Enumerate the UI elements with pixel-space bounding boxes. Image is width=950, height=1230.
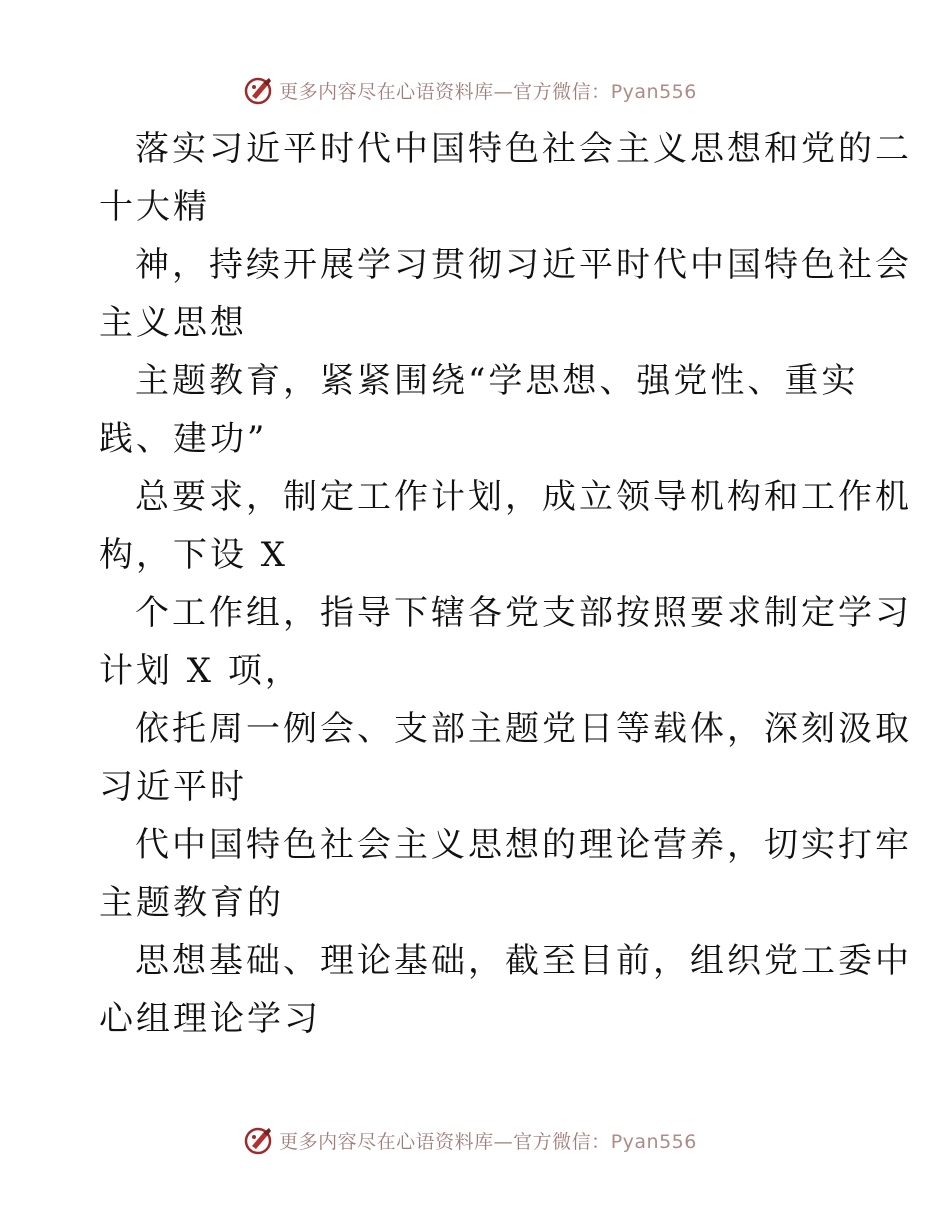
paragraph-line: 主义思想 [99, 303, 247, 343]
paragraph-line: 思想基础、理论基础，截至目前，组织党工委中 [135, 941, 912, 981]
paragraph-line: 代中国特色社会主义思想的理论营养，切实打牢 [135, 825, 912, 865]
brand-logo-icon [243, 74, 275, 106]
paragraph-line: 总要求，制定工作计划，成立领导机构和工作机 [135, 477, 912, 517]
paragraph-line: 构，下设 X [99, 535, 289, 575]
footer-wechat-id: Pyan556 [610, 1130, 697, 1153]
paragraph [99, 236, 912, 352]
document-body [99, 120, 912, 1048]
paragraph-line: 个工作组，指导下辖各党支部按照要求制定学习 [135, 593, 912, 633]
paragraph-line: 十大精 [99, 187, 210, 227]
paragraph [99, 932, 912, 1048]
header-brand-text: 更多内容尽在心语资料库 [279, 80, 494, 103]
paragraph-line: 心组理论学习 [99, 999, 321, 1039]
header-wechat-label: 官方微信： [513, 80, 611, 103]
paragraph [99, 352, 859, 468]
footer-wechat-label: 官方微信： [513, 1130, 611, 1153]
brand-logo-icon [243, 1124, 275, 1156]
paragraph-line: 主题教育，紧紧围绕“学思想、强党性、重实 [135, 361, 859, 401]
paragraph-line: 依托周一例会、支部主题党日等载体，深刻汲取 [135, 709, 912, 749]
header-wechat-id: Pyan556 [610, 80, 697, 103]
paragraph-line: 神，持续开展学习贯彻习近平时代中国特色社会 [135, 245, 912, 285]
footer-separator: — [493, 1130, 514, 1153]
paragraph [99, 584, 912, 700]
paragraph [99, 816, 912, 932]
paragraph-line: 践、建功” [99, 419, 268, 459]
header-watermark [0, 70, 950, 110]
paragraph-line: 习近平时 [99, 767, 247, 807]
paragraph [99, 468, 912, 584]
paragraph-line: 落实习近平时代中国特色社会主义思想和党的二 [135, 129, 912, 169]
paragraph-line: 主题教育的 [99, 883, 284, 923]
footer-brand-text: 更多内容尽在心语资料库 [279, 1130, 494, 1153]
paragraph [99, 700, 912, 816]
paragraph [99, 120, 912, 236]
footer-watermark [0, 1120, 950, 1160]
paragraph-line: 计划 X 项， [99, 651, 302, 691]
header-separator: — [493, 80, 514, 103]
